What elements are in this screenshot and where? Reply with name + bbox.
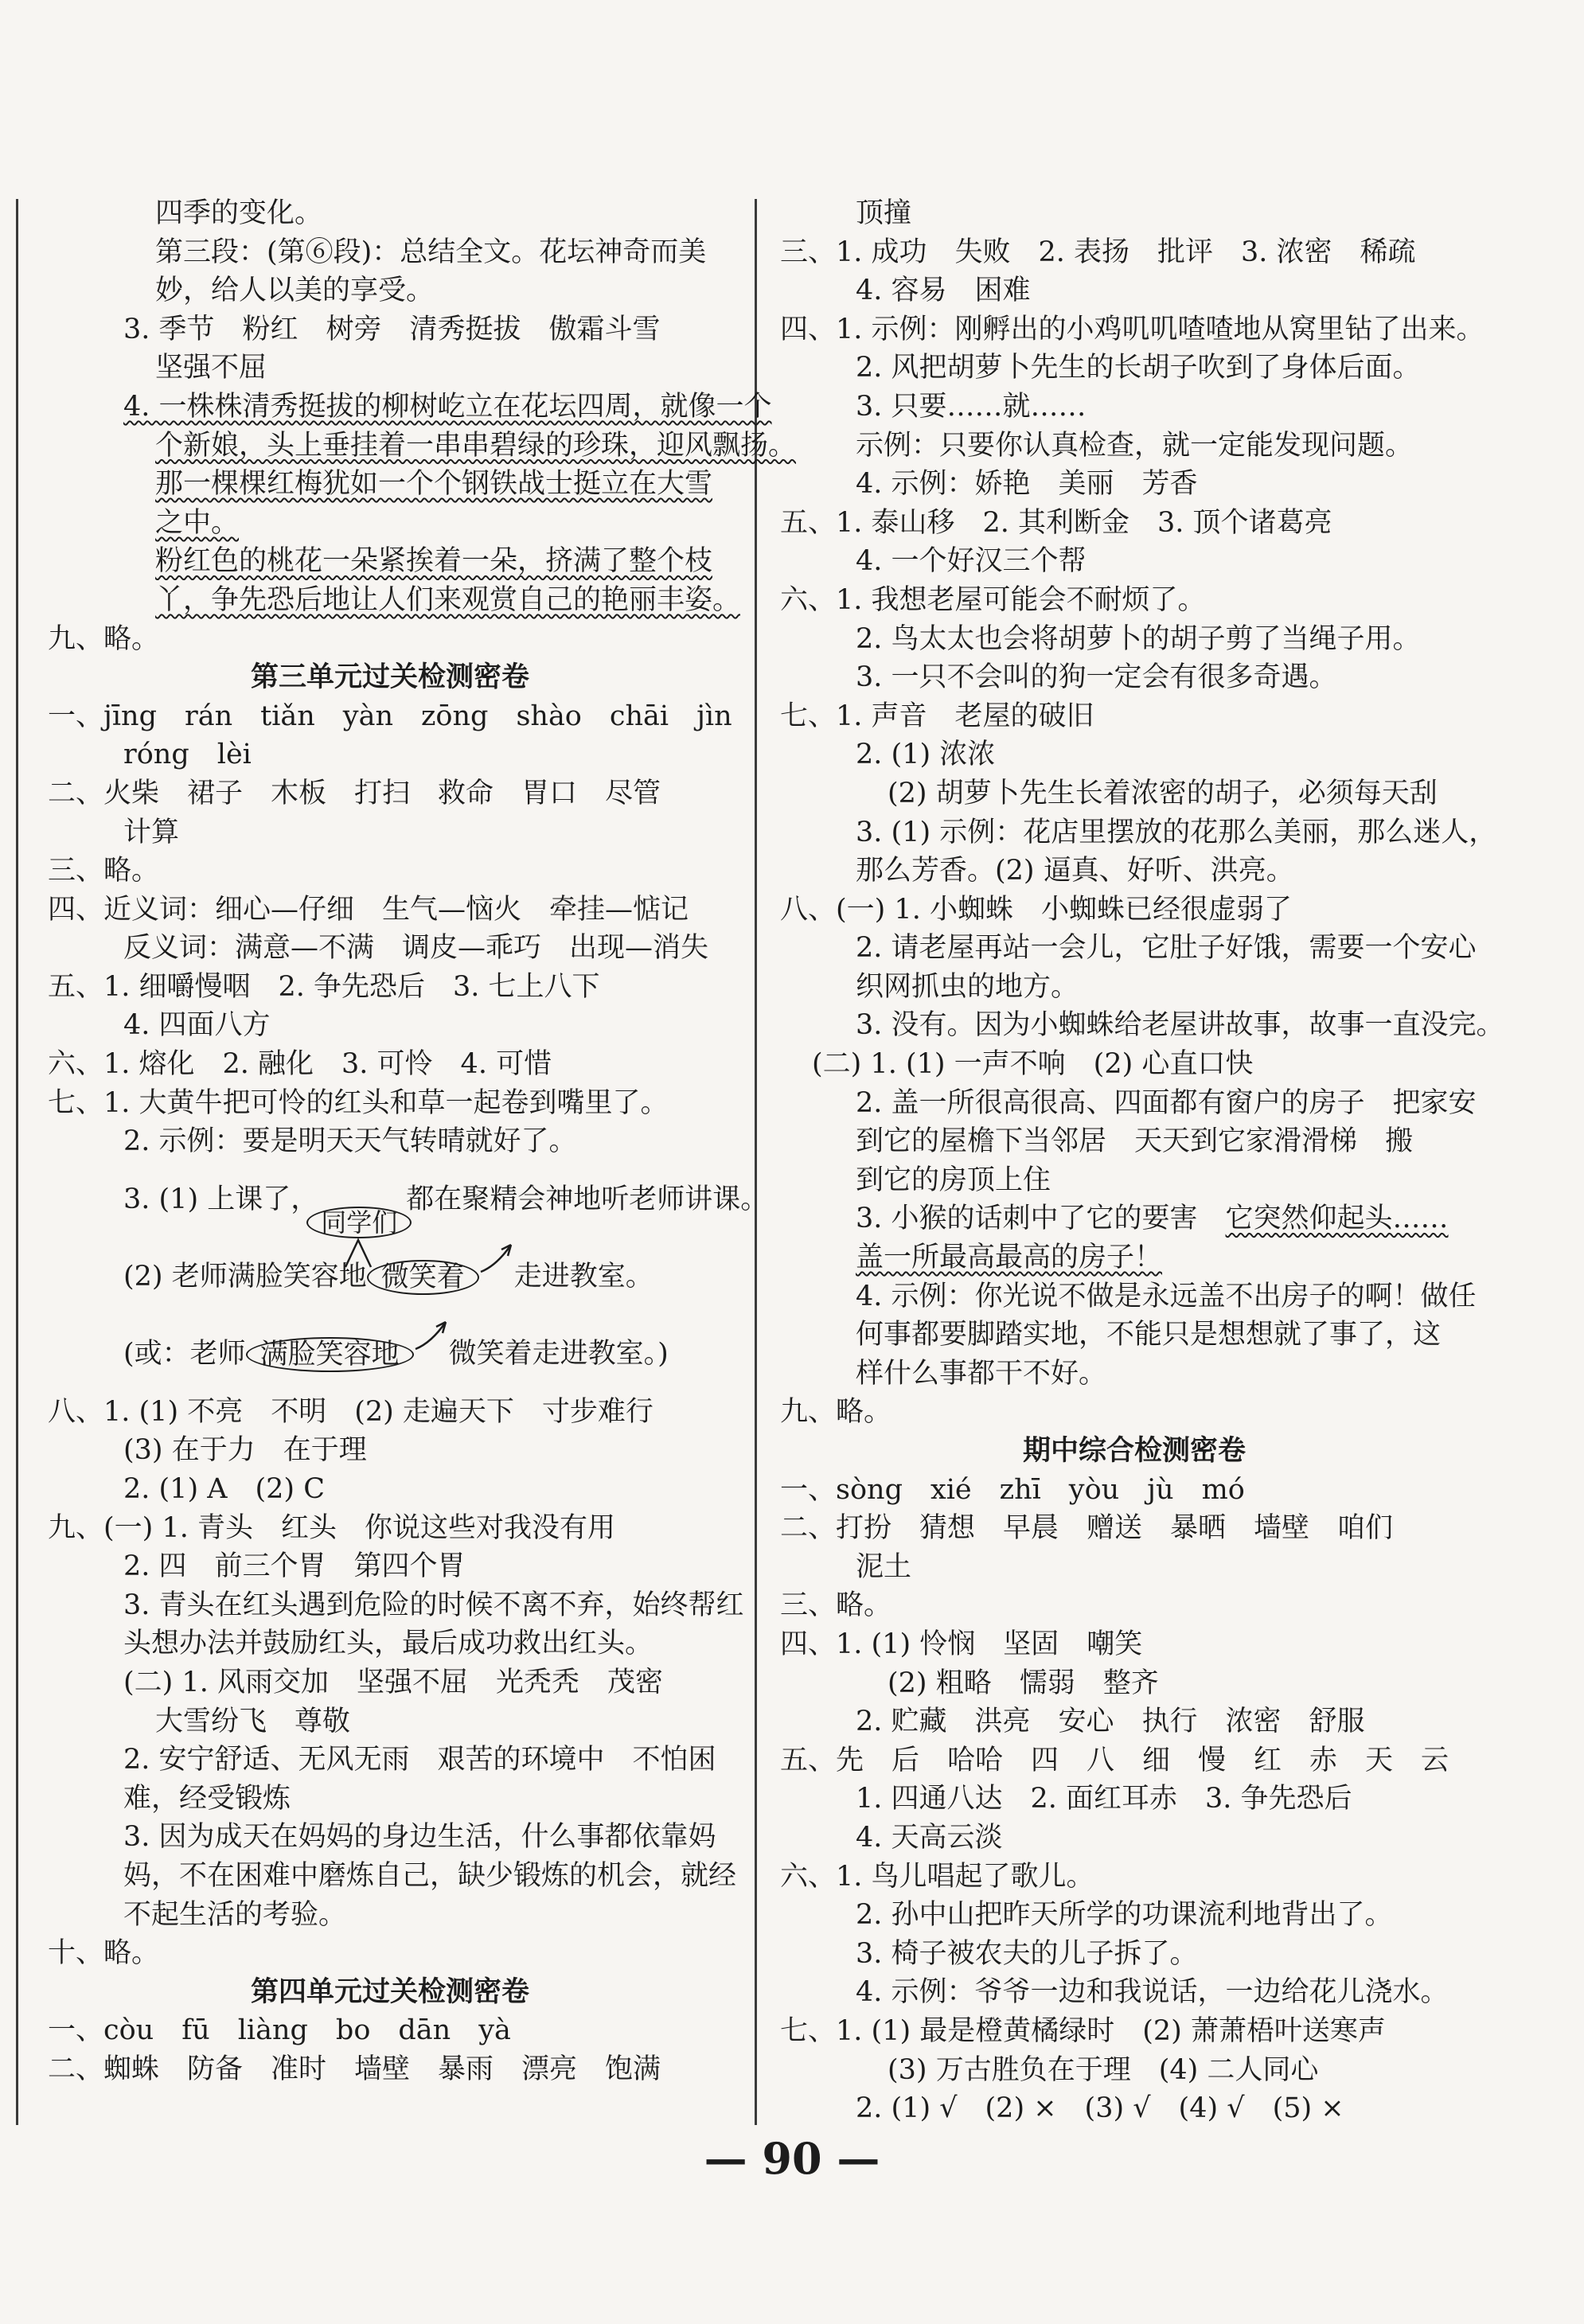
text-line: 4. 天高云淡 [856, 1821, 1003, 1854]
text-line [780, 1238, 1488, 1277]
text-line: 五、1. 泰山移 2. 其利断金 3. 顶个诸葛亮 [780, 506, 1332, 539]
text-line: 七、1. 大黄牛把可怜的红头和草一起卷到嘴里了。 [48, 1086, 669, 1119]
sentence-text: 都在聚精会神地听老师讲课。 [406, 1183, 769, 1215]
text-line: 2. 安宁舒适、无风无雨 艰苦的环境中 不怕困 [123, 1744, 716, 1776]
text-line: 五、1. 细嚼慢咽 2. 争先恐后 3. 七上八下 [48, 970, 600, 1003]
text-line: 那么芳香。(2) 逼真、好听、洪亮。 [856, 855, 1294, 887]
right-column [780, 194, 1504, 2128]
text-line: 第三段：(第⑥段)：总结全文。花坛神奇而美 [155, 236, 707, 268]
text-line: 3. 只要……就…… [856, 390, 1087, 423]
text-line: 4. 示例：爷爷一边和我说话，一边给花儿浇水。 [856, 1976, 1449, 2009]
text-line: (2) 胡萝卜先生长着浓密的胡子，必须每天刮 [888, 777, 1438, 809]
text-line: 六、1. 熔化 2. 融化 3. 可怜 4. 可惜 [48, 1048, 552, 1081]
sentence-text: 走进教室。 [513, 1260, 653, 1293]
text-line: 4. 示例：你光说不做是永远盖不出房子的啊！做任 [856, 1280, 1477, 1312]
text-line: 4. 四面八方 [123, 1009, 271, 1042]
text-line: 四、1. 示例：刚孵出的小鸡叽叽喳喳地从窝里钻了出来。 [780, 313, 1485, 345]
text-line: 妙，给人以美的享受。 [155, 275, 435, 307]
circled-word: 微笑着 [367, 1260, 479, 1295]
text-line: 2. 风把胡萝卜先生的长胡子吹到了身体后面。 [856, 352, 1421, 384]
circled-word: 同学们 [306, 1207, 412, 1238]
text-line: 4. 一个好汉三个帮 [856, 545, 1087, 578]
underlined-answer: 它突然仰起头…… [1225, 1203, 1449, 1235]
text-line: 妈，不在困难中磨炼自己，缺少锻炼的机会，就经 [123, 1859, 737, 1892]
text-line: 六、1. 鸟儿唱起了歌儿。 [780, 1860, 1094, 1893]
text-line: 2. (1) A (2) C [123, 1473, 325, 1506]
text-line: 2. 请老屋再站一会儿，它肚子好饿，需要一个安心 [856, 932, 1477, 965]
text-line: 2. 示例：要是明天天气转晴就好了。 [123, 1125, 577, 1158]
sentence-text: (2) 老师满脸笑容地 [123, 1260, 367, 1293]
text-line: 九、(一) 1. 青头 红头 你说这些对我没有用 [48, 1511, 615, 1544]
text-line: 到它的房顶上住 [856, 1164, 1051, 1196]
text-line: 2. 四 前三个胃 第四个胃 [123, 1550, 466, 1583]
text-line: 3. 因为成天在妈妈的身边生活，什么事都依靠妈 [123, 1821, 716, 1854]
pinyin-line: róng lèi [123, 739, 252, 771]
text-line: 三、1. 成功 失败 2. 表扬 批评 3. 浓密 稀疏 [780, 236, 1416, 268]
text-line: 七、1. (1) 最是橙黄橘绿时 (2) 萧萧梧叶送寒声 [780, 2014, 1386, 2047]
text-line: 二、打扮 猜想 早晨 赠送 暴晒 墙壁 咱们 [780, 1512, 1394, 1545]
text-line: 二、火柴 裙子 木板 打扫 救命 胃口 尽管 [48, 777, 661, 809]
sentence-text: 3. (1) 上课了， [123, 1183, 319, 1215]
text-line: 头想办法并鼓励红头，最后成功救出红头。 [123, 1628, 653, 1660]
text-line: 泥土 [856, 1550, 912, 1583]
text-line [780, 1199, 1488, 1238]
text-line: 2. 鸟太太也会将胡萝卜的胡子剪了当绳子用。 [856, 622, 1421, 655]
sentence-text: 微笑着走进教室。) [448, 1337, 669, 1370]
text-line: 计算 [123, 816, 180, 848]
underlined-answer: 粉红色的桃花一朵紧挨着一朵，挤满了整个枝 [155, 545, 713, 578]
text-line: 四、1. (1) 怜悯 坚固 嘲笑 [780, 1628, 1143, 1660]
left-margin-rule [16, 199, 18, 2125]
underlined-answer: 那一棵棵红梅犹如一个个钢铁战士挺立在大雪 [155, 468, 713, 501]
underlined-answer: 丫，争先恐后地让人们来观赏自己的艳丽丰姿。 [155, 583, 741, 616]
text-line: 1. 四通八达 2. 面红耳赤 3. 争先恐后 [856, 1783, 1352, 1815]
section-title-unit3: 第三单元过关检测密卷 [250, 661, 529, 694]
section-title-midterm: 期中综合检测密卷 [1022, 1434, 1246, 1467]
text-line: 3. 季节 粉红 树旁 清秀挺拔 傲霜斗雪 [123, 313, 661, 345]
sentence-mark-line [48, 1238, 732, 1316]
text-line: 3. (1) 示例：花店里摆放的花那么美丽，那么迷人， [856, 816, 1497, 848]
underlined-answer: 个新娘，头上垂挂着一串串碧绿的珍珠，迎风飘扬。 [155, 429, 797, 462]
text-line: 示例：只要你认真检查，就一定能发现问题。 [856, 429, 1414, 462]
text-line: 七、1. 声音 老屋的破旧 [780, 700, 1094, 732]
text-line: 坚强不屈 [155, 352, 267, 384]
text-line: 2. (1) √ (2) × (3) √ (4) √ (5) × [856, 2092, 1344, 2125]
text-line: 九、略。 [780, 1396, 892, 1429]
text-line: 四季的变化。 [155, 197, 323, 229]
text-line: 3. 椅子被农夫的儿子拆了。 [856, 1937, 1198, 1970]
underlined-answer: 盖一所最高最高的房子！ [856, 1242, 1163, 1274]
text-line: 样什么事都干不好。 [856, 1357, 1107, 1390]
page-number: — 90 — [704, 2133, 880, 2184]
text-line: 2. 盖一所很高很高、四面都有窗户的房子 把家安 [856, 1086, 1477, 1119]
text-line: 难，经受锻炼 [123, 1782, 291, 1815]
text-line: 2. (1) 浓浓 [856, 739, 996, 771]
text-line: 反义词：满意—不满 调皮—乖巧 出现—消失 [123, 932, 709, 965]
underlined-answer: 之中。 [155, 506, 240, 539]
move-arrow-icon [479, 1242, 514, 1273]
text-line: 3. 一只不会叫的狗一定会有很多奇遇。 [856, 661, 1337, 694]
sentence-mark-line [48, 1316, 732, 1393]
text-line: 2. 贮藏 洪亮 安心 执行 浓密 舒服 [856, 1706, 1365, 1738]
text-line: 六、1. 我想老屋可能会不耐烦了。 [780, 583, 1206, 616]
text-line: 八、1. (1) 不亮 不明 (2) 走遍天下 寸步难行 [48, 1395, 653, 1428]
move-arrow-icon [414, 1319, 449, 1351]
text-line: 九、略。 [48, 622, 160, 655]
text-line: 织网抓虫的地方。 [856, 970, 1079, 1003]
pinyin-line: 一、jīng rán tiǎn yàn zōng shào chāi jìn [48, 700, 732, 732]
text-line: 不起生活的考验。 [123, 1898, 347, 1931]
text-line: 三、略。 [48, 855, 160, 887]
text-line: 顶撞 [856, 197, 912, 229]
circled-word: 满脸笑容地 [246, 1337, 414, 1372]
text-line: (二) 1. (1) 一声不响 (2) 心直口快 [812, 1048, 1254, 1081]
sentence-text: (或：老师 [123, 1337, 246, 1370]
text-line: 3. 青头在红头遇到危险的时候不离不弃，始终帮红 [123, 1589, 744, 1621]
pinyin-line: 一、sòng xié zhī yòu jù mó [780, 1473, 1245, 1506]
text-line: (二) 1. 风雨交加 坚强不屈 光秃秃 茂密 [123, 1667, 663, 1698]
left-column [48, 194, 797, 2089]
text-line: 2. 孙中山把昨天所学的功课流利地背出了。 [856, 1899, 1393, 1932]
text-line: 4. 示例：娇艳 美丽 芳香 [856, 468, 1198, 501]
text-line: 十、略。 [48, 1937, 160, 1970]
answer-text: 3. 小猴的话刺中了它的要害 [856, 1203, 1226, 1235]
section-title-unit4: 第四单元过关检测密卷 [250, 1975, 529, 2008]
text-line: 八、(一) 1. 小蜘蛛 小蜘蛛已经很虚弱了 [780, 893, 1292, 926]
text-line: 何事都要脚踏实地，不能只是想想就了事了，这 [856, 1319, 1442, 1351]
text-line: 五、先 后 哈哈 四 八 细 慢 红 赤 天 云 [780, 1744, 1449, 1776]
text-line: 四、近义词：细心—仔细 生气—恼火 牵挂—惦记 [48, 893, 689, 926]
text-line: 4. 容易 困难 [856, 275, 1031, 307]
pinyin-line: 一、còu fū liàng bo dān yà [48, 2014, 511, 2047]
text-line: (2) 粗略 懦弱 整齐 [888, 1667, 1159, 1699]
text-line: (3) 万古胜负在于理 (4) 二人同心 [888, 2053, 1319, 2086]
text-line: (3) 在于力 在于理 [123, 1434, 367, 1467]
text-line: 到它的屋檐下当邻居 天天到它家滑滑梯 搬 [856, 1125, 1414, 1158]
text-line: 二、蜘蛛 防备 准时 墙壁 暴雨 漂亮 饱满 [48, 2053, 661, 2085]
text-line: 大雪纷飞 尊敬 [155, 1705, 351, 1737]
text-line: 3. 没有。因为小蜘蛛给老屋讲故事，故事一直没完。 [856, 1009, 1504, 1042]
sentence-mark-line [48, 1161, 769, 1238]
text-line: 三、略。 [780, 1589, 892, 1622]
underlined-answer: 4. 一株株清秀挺拔的柳树屹立在花坛四周，就像一个 [123, 390, 772, 423]
